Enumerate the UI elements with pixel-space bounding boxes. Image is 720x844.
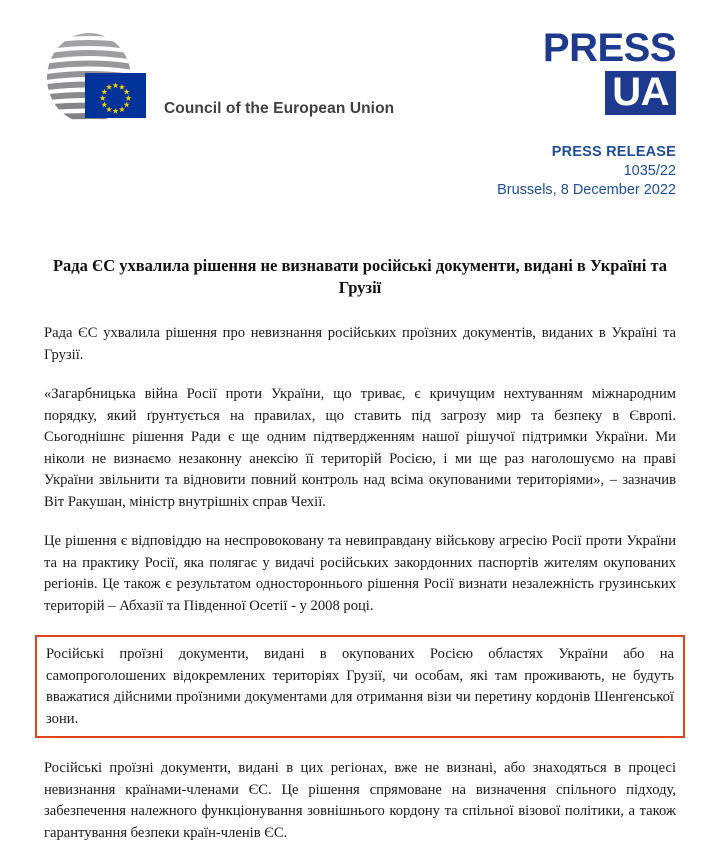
paragraph-key-decision: Російські проїзні документи, видані в окупованих Росією областях України або на самопроголошених відокремлених територіях Грузії, чи особам, які там проживають, не будуть вважатися дійсними проїзними документами для отримання візи чи перетину кордонів Шенгенської зони. [46, 646, 674, 727]
press-wordmark: PRESS [542, 26, 676, 70]
release-place-date: Brussels, 8 December 2022 [497, 182, 676, 198]
release-type-label: PRESS RELEASE [551, 144, 676, 160]
paragraph-closing: Російські проїзні документи, видані в цих регіонах, вже не визнані, або знаходяться в процесі невизнання країнами-членами ЄС. Це рішення спрямоване на визначення спільного підходу, забезпечення належного функціонування зовнішнього кордону та спільної візової політики, а також гарантування безпеки країн-членів ЄС. [44, 760, 676, 841]
institution-name: Council of the European Union [164, 100, 395, 117]
paragraph-context: Це рішення є відповіддю на неспровоковану та невиправдану військову агресію Росії проти України та на практику Росії, яка полягає у видачі російських закордонних паспортів жителям окупованих регіонів. Це також є результатом одностороннього рішення Росії визнати незалежність грузинських територій – Абхазії та Південної Осетії - у 2008 році. [44, 533, 676, 614]
eu-flag-icon [85, 73, 146, 118]
release-info-block [497, 143, 676, 200]
ua-badge: UA [605, 71, 676, 115]
council-logo-block [44, 32, 394, 124]
release-number: 1035/22 [623, 163, 676, 179]
document-header [0, 0, 720, 210]
press-ua-lockup [536, 28, 676, 115]
page-title: Рада ЄС ухвалила рішення не визнавати російські документи, видані в Україні та Грузії [52, 256, 668, 297]
document-content [44, 255, 676, 844]
paragraph-intro: Рада ЄС ухвалила рішення про невизнання російських проїзних документів, виданих в Україні та Грузії. [44, 325, 676, 363]
council-of-eu-emblem-icon [44, 32, 160, 124]
highlighted-key-decision-box [35, 635, 685, 738]
paragraph-quote: «Загарбницька війна Росії проти України, що триває, є кричущим нехтуванням міжнародним порядку, який ґрунтується на правилах, що ставить під загрозу мир та безпеку в Європі. Сьогоднішнє рішення Ради є ще одним підтвердженням нашої рішучої підтримки України. Ми ніколи не визнаємо незаконну анексію її територій Росією, і ми ще раз наголошуємо на праві України звільнити та відновити повний контроль над всіма окупованими територіями», – зазначив Віт Ракушан, міністр внутрішніх справ Чехії. [44, 386, 676, 510]
